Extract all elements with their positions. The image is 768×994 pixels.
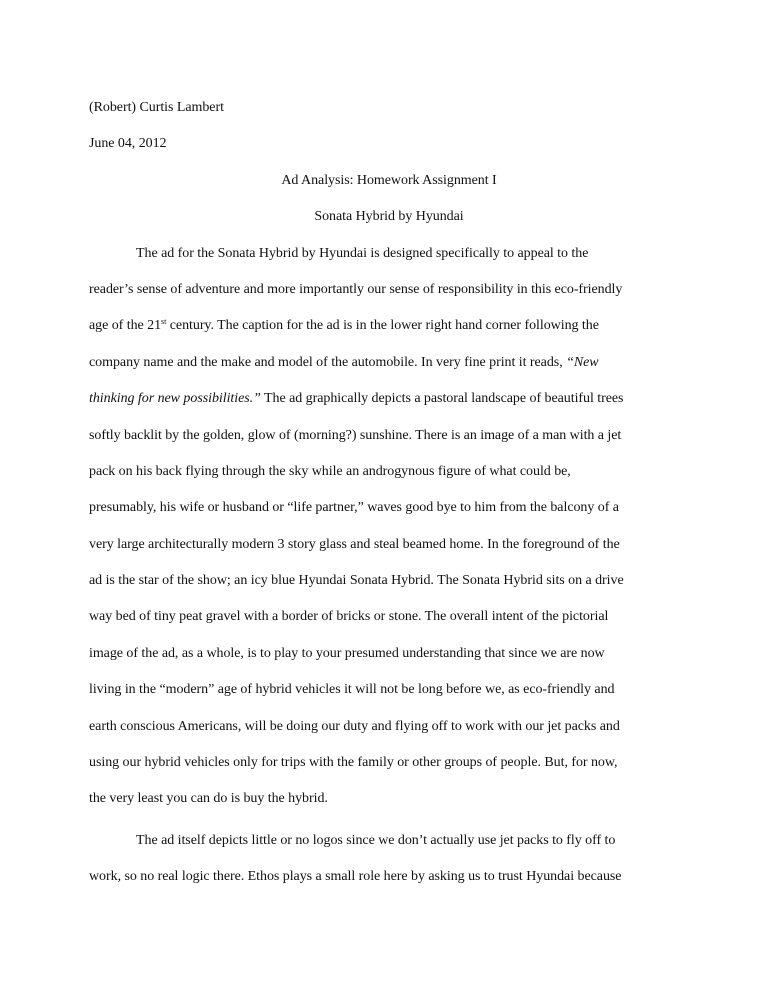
text-line	[89, 381, 689, 417]
text-line: living in the “modern” age of hybrid vehicles it will not be long before we, as eco-friendly and	[89, 682, 615, 698]
text-span: The ad graphically depicts a pastoral landscape of beautiful trees	[260, 391, 624, 407]
paragraph-2	[89, 823, 689, 896]
text-line: the very least you can do is buy the hybrid.	[89, 791, 328, 807]
text-line: way bed of tiny peat gravel with a border of bricks or stone. The overall intent of the pictorial	[89, 609, 609, 625]
text-span: company name and the make and model of the automobile. In very fine print it reads,	[89, 354, 567, 370]
document-subtitle: Sonata Hybrid by Hyundai	[314, 209, 464, 225]
document-title: Ad Analysis: Homework Assignment I	[281, 172, 497, 188]
text-line: softly backlit by the golden, glow of (morning?) sunshine. There is an image of a man with a jet	[89, 427, 622, 443]
quote-italic: “New	[566, 354, 599, 370]
text-line: The ad itself depicts little or no logos since we don’t actually use jet packs to fly off to	[136, 832, 616, 848]
quote-italic: thinking for new possibilities.”	[89, 391, 261, 407]
document-date: June 04, 2012	[89, 136, 167, 152]
text-line: earth conscious Americans, will be doing our duty and flying off to work with our jet packs and	[89, 718, 620, 734]
document-body	[89, 90, 689, 896]
text-line: reader’s sense of adventure and more importantly our sense of responsibility in this eco-friendly	[89, 281, 623, 297]
text-line: The ad for the Sonata Hybrid by Hyundai is designed specifically to appeal to the	[136, 245, 589, 261]
author-name: (Robert) Curtis Lambert	[89, 100, 224, 115]
text-line: using our hybrid vehicles only for trips with the family or other groups of people. But, for now,	[89, 755, 618, 771]
superscript: st	[161, 317, 167, 327]
text-line: very large architecturally modern 3 story glass and steal beamed home. In the foreground of the	[89, 536, 620, 552]
text-line: ad is the star of the show; an icy blue Hyundai Sonata Hybrid. The Sonata Hybrid sits on a drive	[89, 573, 624, 589]
text-line	[89, 308, 689, 344]
text-line: pack on his back flying through the sky while an androgynous figure of what could be,	[89, 463, 571, 479]
text-span: age of the 21	[89, 318, 162, 334]
paragraph-1	[89, 236, 689, 818]
text-line	[89, 345, 689, 381]
text-line: work, so no real logic there. Ethos plays a small role here by asking us to trust Hyundai because	[89, 869, 622, 885]
text-line: image of the ad, as a whole, is to play to your presumed understanding that since we are now	[89, 645, 605, 661]
text-line: presumably, his wife or husband or “life partner,” waves good bye to him from the balcony of a	[89, 500, 619, 516]
text-span: century. The caption for the ad is in the lower right hand corner following the	[166, 318, 599, 334]
